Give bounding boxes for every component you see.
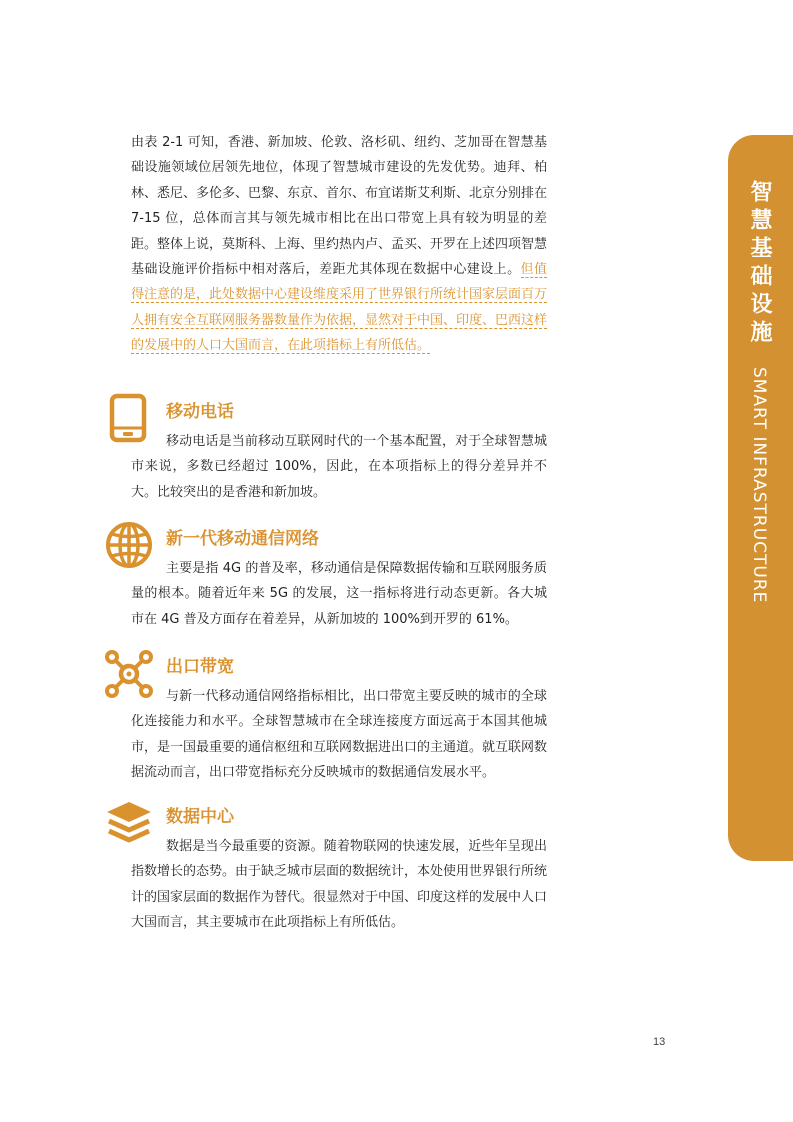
side-tab-label	[745, 180, 775, 604]
section-text: 移动电话是当前移动互联网时代的一个基本配置，对于全球智慧城市来说，多数已经超过 100%，因此，在本项指标上的得分差异并不大。比较突出的是香港和新加坡。	[131, 434, 547, 500]
section-title: 数据中心	[166, 807, 234, 827]
intro-highlight: 但值得注意的是，此处数据中心建设维度采用了世界银行所统计国家层面百万人拥有安全互联网服务器数量作为依据，显然对于中国、印度、巴西这样的发展中的人口大国而言，在此项指标上有所低估。	[131, 262, 548, 354]
network-hub-icon	[104, 648, 154, 698]
section-title: 移动电话	[166, 402, 234, 422]
intro-paragraph	[131, 130, 547, 359]
intro-text: 由表 2-1 可知，香港、新加坡、伦敦、洛杉矶、纽约、芝加哥在智慧基础设施领域位居领先地位，体现了智慧城市建设的先发优势。迪拜、柏林、悉尼、多伦多、巴黎、东京、首尔、布宜诺斯艾利斯、北京分别排在 7-15 位，总体而言其与领先城市相比在出口带宽上具有较为明显的差距。整体上说，莫斯科、上海、里约热内卢、孟买、开罗在上述四项智慧基础设施评价指标中相对落后，差距尤其体现在数据中心建设上。	[131, 135, 548, 278]
side-tab-chinese: 智慧基础设施	[747, 180, 772, 348]
section-mobile-network	[104, 520, 554, 645]
mobile-phone-icon	[104, 393, 154, 443]
page-number: 13	[653, 1036, 666, 1048]
layers-icon	[104, 798, 154, 848]
section-title: 出口带宽	[166, 657, 234, 677]
section-text: 数据是当今最重要的资源。随着物联网的快速发展，近些年呈现出指数增长的态势。由于缺乏城市层面的数据统计，本处使用世界银行所统计的国家层面的数据作为替代。很显然对于中国、印度这样的发展中人口大国而言，其主要城市在此项指标上有所低估。	[131, 839, 548, 931]
section-text: 主要是指 4G 的普及率，移动通信是保障数据传输和互联网服务质量的根本。随着近年来 5G 的发展，这一指标将进行动态更新。各大城市在 4G 普及方面存在着差异，从新加坡的 100%到开罗的 61%。	[131, 561, 547, 627]
section-text: 与新一代移动通信网络指标相比，出口带宽主要反映的城市的全球化连接能力和水平。全球智慧城市在全球连接度方面远高于本国其他城市，是一国最重要的通信枢纽和互联网数据进出口的主通道。就互联网数据流动而言，出口带宽指标充分反映城市的数据通信发展水平。	[131, 689, 548, 781]
section-mobile-phone	[104, 393, 554, 518]
side-tab-english: SMART INFRASTRUCTURE	[749, 367, 769, 604]
section-title: 新一代移动通信网络	[166, 529, 319, 549]
section-bandwidth	[104, 648, 554, 799]
globe-icon	[104, 520, 154, 570]
section-data-center	[104, 798, 554, 949]
